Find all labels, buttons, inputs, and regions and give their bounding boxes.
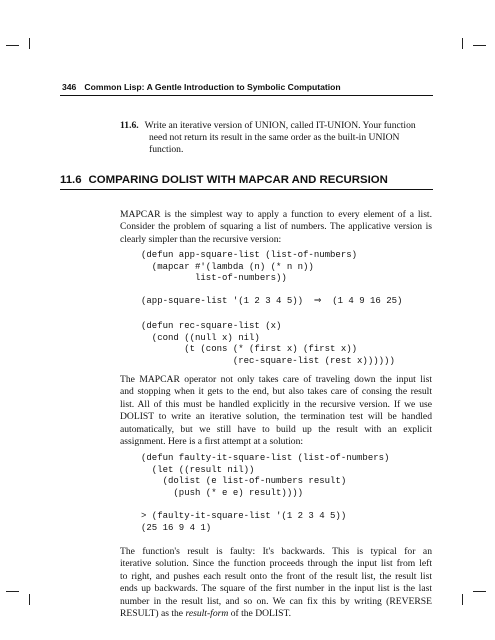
code-call: (app-square-list '(1 2 3 4 5)) [141,296,304,306]
crop-mark-bottom-right-v [462,594,463,605]
paragraph-line: ends up backwards. The square of the first number in the input list is the last [120,583,432,595]
text-run: RESULT) as the [120,608,186,620]
page-number: 346 [62,82,77,92]
code-line: > (faulty-it-square-list '(1 2 3 4 5)) [141,511,347,521]
code-line: (t (cons (* (first x) (first x)) [141,344,358,355]
paragraph [120,374,432,448]
header-rule [60,95,433,96]
exercise-11-6 [120,120,432,156]
paragraph-line: assignment. Here is a first attempt at a solution: [120,436,304,448]
paragraph-line: number in the result list, and so on. We can fix this by writing (REVERSE [120,595,432,607]
paragraph-line: automatically, but we still have to build up the result with an explicit [120,423,432,435]
crop-mark-bottom-left-h [6,591,19,592]
text-run: of the DOLIST. [228,608,291,620]
paragraph-line: Consider the problem of squaring a list of numbers. The applicative version is [120,221,432,233]
paragraph-line: to right, and pushes each result onto the front of the result list, the result list [120,570,432,582]
code-evaluation-example [141,296,402,308]
paragraph-line: list. All of this must be handled explicitly in the recursive version. If we use [120,398,432,410]
exercise-line: Write an iterative version of UNION, called IT-UNION. Your function [144,120,416,131]
code-line: (25 16 9 4 1) [141,522,212,533]
section-rule [60,189,433,190]
code-line: (dolist (e list-of-numbers result) [141,476,347,487]
exercise-line: function. [149,144,184,155]
crop-mark-top-left-v [29,38,30,49]
paragraph-line: MAPCAR is the simplest way to apply a function to every element of a list. [120,209,432,220]
paragraph-last-line [120,608,432,620]
crop-mark-bottom-left-v [29,594,30,605]
code-line: (mapcar #'(lambda (n) (* n n)) [141,261,314,272]
code-line: (defun faulty-it-square-list (list-of-numbers) [141,453,390,463]
section-number: 11.6 [60,174,82,186]
code-repl-example [141,511,346,534]
crop-mark-bottom-right-h [473,591,486,592]
paragraph-line: DOLIST to write an iterative solution, the termination test will be handled [120,411,432,423]
code-block-app-square-list [141,250,357,285]
code-block-rec-square-list [141,321,395,368]
crop-mark-top-left-h [6,45,19,46]
running-head [62,82,432,92]
code-line: (cond ((null x) nil) [141,332,260,343]
paragraph [120,546,432,620]
crop-mark-top-right-h [473,45,486,46]
code-line: list-of-numbers)) [141,273,287,284]
paragraph-line: The MAPCAR operator not only takes care of traveling down the input list [120,374,432,385]
paragraph-line: The function's result is faulty: It's backwards. This is typical for an [120,546,432,557]
code-result: (1 4 9 16 25) [332,296,403,306]
code-line: (defun rec-square-list (x) [141,321,282,331]
paragraph-line: and stopping when it gets to the end, but also takes care of consing the result [120,386,432,398]
paragraph-line: clearly simpler than the recursive version: [120,233,282,245]
exercise-line: need not return its result in the same order as the built-in UNION [149,132,400,143]
paragraph-line: iterative solution. Since the function proceeds through the input list from left [120,558,432,570]
code-line: (push (* e e) result)))) [141,488,304,499]
book-title: Common Lisp: A Gentle Introduction to Symbolic Computation [84,82,341,92]
evaluates-to-arrow: ⇒ [313,296,322,306]
code-line: (let ((result nil)) [141,464,255,475]
exercise-number: 11.6. [120,120,139,131]
section-heading [60,174,433,186]
code-line: (defun app-square-list (list-of-numbers) [141,250,358,260]
italic-term: result-form [185,608,229,620]
paragraph [120,209,432,246]
section-title: COMPARING DOLIST WITH MAPCAR AND RECURSION [88,174,388,186]
crop-mark-top-right-v [462,38,463,49]
code-line: (rec-square-list (rest x)))))) [141,356,395,367]
code-block-faulty-it-square-list [141,453,389,500]
